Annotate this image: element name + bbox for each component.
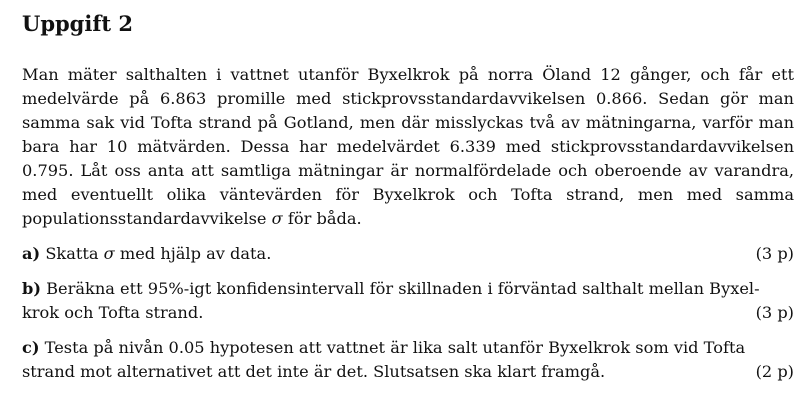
task-c-row-2 (22, 360, 794, 384)
intro-paragraph (22, 63, 794, 231)
sigma-symbol: σ (271, 209, 283, 228)
intro-text: Man mäter salthalten i vattnet utanför Byxelkrok på norra Öland 12 gånger, och får ett medelvärde på 6.863 promille med stickprovsstandardavvikelsen 0.866. Sedan gör man samma sak vid Tofta strand på Gotland, men där misslyckas två av mätningarna, varför man bara har 10 mätvärden. Dessa har medelvärdet 6.339 med stickprovsstandardavvikelsen 0.795. Låt oss anta att samtliga mätningar är normalfördelade och oberoende av varandra, med eventuellt olika väntevärden för Byxelkrok och Tofta strand, men med samma populationsstandardavvikelse (22, 65, 794, 228)
task-a-sigma: σ (103, 244, 115, 263)
task-c-text-line-2: strand mot alternativet att det inte är det. Slutsatsen ska klart framgå. (22, 362, 606, 381)
problem-intro (22, 63, 794, 231)
task-c-text-line-1: Testa på nivån 0.05 hypotesen att vattnet är lika salt utanför Byxelkrok som vid Tofta (44, 338, 746, 357)
problem-title: Uppgift 2 (22, 11, 133, 36)
task-c-line-1 (22, 336, 794, 360)
task-a-text-before: Skatta (45, 244, 104, 263)
task-a-label: a) (22, 244, 41, 263)
task-a (22, 242, 794, 266)
task-b-line-1 (22, 277, 794, 301)
task-b-points: (3 p) (755, 303, 794, 322)
task-b (22, 277, 794, 325)
task-a-points: (3 p) (755, 244, 794, 263)
task-b-row-2 (22, 301, 794, 325)
task-c-points: (2 p) (755, 362, 794, 381)
task-c-label: c) (22, 338, 40, 357)
task-a-row (22, 242, 794, 266)
task-a-text-after: med hjälp av data. (114, 244, 272, 263)
intro-ending: för båda. (282, 209, 362, 228)
task-b-text-line-2: krok och Tofta strand. (22, 303, 204, 322)
task-c (22, 336, 794, 384)
exam-page (22, 10, 794, 384)
task-b-text-line-1: Beräkna ett 95%-igt konfidensintervall för skillnaden i förväntad salthalt mellan Byxel- (46, 279, 760, 298)
task-a-text (22, 242, 271, 266)
task-b-label: b) (22, 279, 41, 298)
